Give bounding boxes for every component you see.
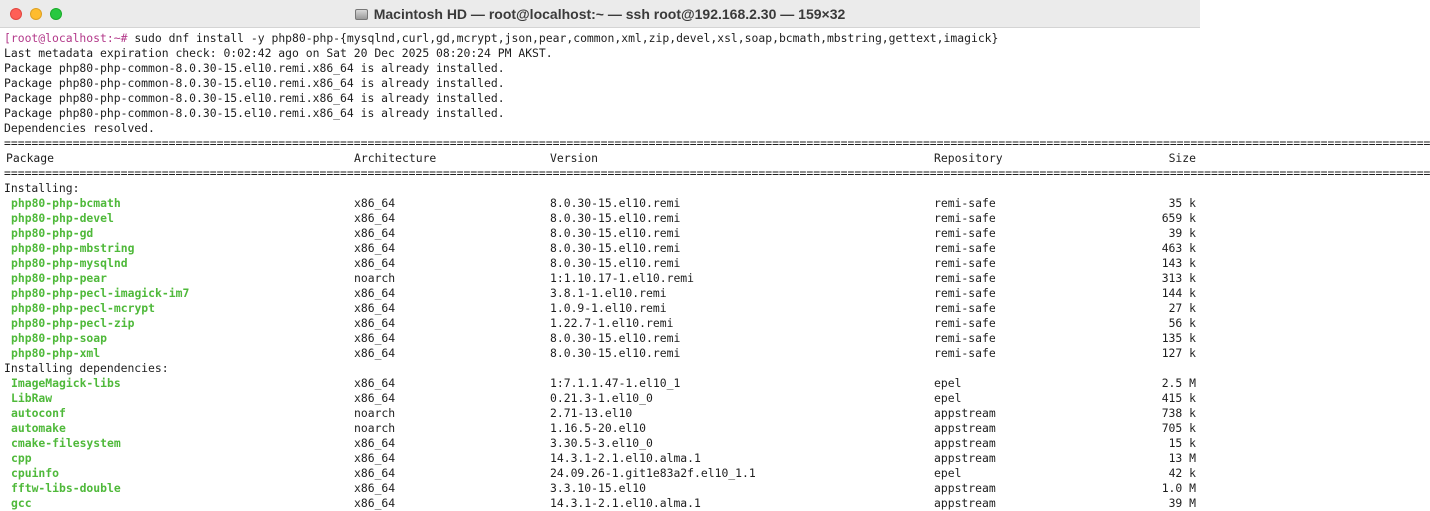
package-name: php80-php-pecl-zip bbox=[11, 316, 135, 330]
package-repository: epel bbox=[934, 391, 962, 405]
package-size: 2.5 M bbox=[1161, 376, 1196, 390]
package-row bbox=[4, 286, 1196, 301]
package-version: 2.71-13.el10 bbox=[550, 406, 633, 420]
package-name: autoconf bbox=[11, 406, 66, 420]
package-name: php80-php-bcmath bbox=[11, 196, 121, 210]
package-architecture: x86_64 bbox=[354, 346, 396, 360]
package-row bbox=[4, 466, 1196, 481]
package-architecture: x86_64 bbox=[354, 331, 396, 345]
package-version: 8.0.30-15.el10.remi bbox=[550, 211, 681, 225]
package-architecture: x86_64 bbox=[354, 256, 396, 270]
header-size: Size bbox=[1168, 151, 1196, 165]
package-repository: remi-safe bbox=[934, 256, 996, 270]
package-row bbox=[4, 226, 1196, 241]
package-repository: appstream bbox=[934, 436, 996, 450]
package-row bbox=[4, 421, 1196, 436]
package-architecture: x86_64 bbox=[354, 481, 396, 495]
package-size: 705 k bbox=[1161, 421, 1196, 435]
header-architecture: Architecture bbox=[354, 151, 437, 165]
package-row bbox=[4, 211, 1196, 226]
package-version: 14.3.1-2.1.el10.alma.1 bbox=[550, 451, 701, 465]
section-label-dependencies: Installing dependencies: bbox=[4, 361, 169, 375]
message-line: Package php80-php-common-8.0.30-15.el10.remi.x86_64 is already installed. bbox=[4, 91, 505, 105]
package-row bbox=[4, 391, 1196, 406]
command-line bbox=[4, 31, 1196, 46]
package-size: 35 k bbox=[1168, 196, 1196, 210]
package-architecture: x86_64 bbox=[354, 226, 396, 240]
package-version: 1:1.10.17-1.el10.remi bbox=[550, 271, 695, 285]
package-size: 313 k bbox=[1161, 271, 1196, 285]
package-size: 127 k bbox=[1161, 346, 1196, 360]
separator-line: ================================================================================================================================================================================================================ bbox=[4, 136, 1430, 150]
message-line: Last metadata expiration check: 0:02:42 ago on Sat 20 Dec 2025 08:20:24 PM AKST. bbox=[4, 46, 553, 60]
package-name: fftw-libs-double bbox=[11, 481, 121, 495]
package-version: 1.16.5-20.el10 bbox=[550, 421, 647, 435]
package-repository: appstream bbox=[934, 421, 996, 435]
package-repository: appstream bbox=[934, 481, 996, 495]
package-repository: appstream bbox=[934, 496, 996, 510]
package-name: gcc bbox=[11, 496, 32, 510]
title-bar[interactable] bbox=[0, 0, 1200, 28]
package-size: 135 k bbox=[1161, 331, 1196, 345]
package-name: LibRaw bbox=[11, 391, 53, 405]
package-name: cpp bbox=[11, 451, 32, 465]
package-size: 15 k bbox=[1168, 436, 1196, 450]
package-repository: remi-safe bbox=[934, 211, 996, 225]
header-version: Version bbox=[550, 151, 599, 165]
separator-line: ================================================================================================================================================================================================================ bbox=[4, 166, 1430, 180]
package-version: 1.22.7-1.el10.remi bbox=[550, 316, 674, 330]
package-row bbox=[4, 196, 1196, 211]
package-version: 8.0.30-15.el10.remi bbox=[550, 226, 681, 240]
package-size: 56 k bbox=[1168, 316, 1196, 330]
package-name: cpuinfo bbox=[11, 466, 60, 480]
package-size: 13 M bbox=[1168, 451, 1196, 465]
package-architecture: x86_64 bbox=[354, 286, 396, 300]
message-line: Package php80-php-common-8.0.30-15.el10.remi.x86_64 is already installed. bbox=[4, 106, 505, 120]
package-repository: remi-safe bbox=[934, 271, 996, 285]
package-name: php80-php-mysqlnd bbox=[11, 256, 128, 270]
package-architecture: noarch bbox=[354, 406, 396, 420]
package-version: 8.0.30-15.el10.remi bbox=[550, 196, 681, 210]
message-line: Dependencies resolved. bbox=[4, 121, 155, 135]
package-architecture: x86_64 bbox=[354, 436, 396, 450]
message-line: Package php80-php-common-8.0.30-15.el10.remi.x86_64 is already installed. bbox=[4, 76, 505, 90]
installing-package-list bbox=[4, 196, 1196, 361]
package-size: 143 k bbox=[1161, 256, 1196, 270]
package-architecture: x86_64 bbox=[354, 496, 396, 510]
package-version: 1.0.9-1.el10.remi bbox=[550, 301, 667, 315]
package-name: ImageMagick-libs bbox=[11, 376, 121, 390]
package-size: 415 k bbox=[1161, 391, 1196, 405]
package-row bbox=[4, 496, 1196, 511]
package-architecture: x86_64 bbox=[354, 316, 396, 330]
package-row bbox=[4, 256, 1196, 271]
terminal-output[interactable] bbox=[4, 31, 1430, 510]
package-size: 39 M bbox=[1168, 496, 1196, 510]
shell-prompt: [root@localhost:~# bbox=[4, 31, 135, 45]
package-size: 659 k bbox=[1161, 211, 1196, 225]
package-row bbox=[4, 436, 1196, 451]
package-version: 24.09.26-1.git1e83a2f.el10_1.1 bbox=[550, 466, 756, 480]
package-repository: remi-safe bbox=[934, 316, 996, 330]
package-row bbox=[4, 316, 1196, 331]
package-repository: remi-safe bbox=[934, 286, 996, 300]
package-row bbox=[4, 271, 1196, 286]
package-size: 27 k bbox=[1168, 301, 1196, 315]
package-version: 8.0.30-15.el10.remi bbox=[550, 241, 681, 255]
package-name: php80-php-pear bbox=[11, 271, 108, 285]
package-architecture: x86_64 bbox=[354, 301, 396, 315]
package-repository: remi-safe bbox=[934, 331, 996, 345]
table-header bbox=[4, 151, 1196, 166]
command-text: sudo dnf install -y php80-php-{mysqlnd,curl,gd,mcrypt,json,pear,common,xml,zip,devel,xsl,soap,bcmath,mbstring,gettext,imagick} bbox=[134, 31, 999, 45]
package-architecture: x86_64 bbox=[354, 376, 396, 390]
package-row bbox=[4, 376, 1196, 391]
package-version: 8.0.30-15.el10.remi bbox=[550, 331, 681, 345]
package-repository: remi-safe bbox=[934, 241, 996, 255]
package-name: php80-php-mbstring bbox=[11, 241, 135, 255]
package-name: php80-php-pecl-imagick-im7 bbox=[11, 286, 190, 300]
package-repository: remi-safe bbox=[934, 226, 996, 240]
window-title bbox=[0, 0, 1200, 28]
section-label-installing: Installing: bbox=[4, 181, 80, 195]
header-repository: Repository bbox=[934, 151, 1003, 165]
package-name: automake bbox=[11, 421, 66, 435]
package-name: php80-php-gd bbox=[11, 226, 94, 240]
header-package: Package bbox=[6, 151, 55, 165]
package-version: 3.3.10-15.el10 bbox=[550, 481, 647, 495]
package-size: 738 k bbox=[1161, 406, 1196, 420]
package-repository: appstream bbox=[934, 406, 996, 420]
package-architecture: x86_64 bbox=[354, 451, 396, 465]
package-row bbox=[4, 406, 1196, 421]
package-architecture: noarch bbox=[354, 271, 396, 285]
package-size: 463 k bbox=[1161, 241, 1196, 255]
package-repository: epel bbox=[934, 376, 962, 390]
package-name: php80-php-soap bbox=[11, 331, 108, 345]
package-row bbox=[4, 346, 1196, 361]
package-architecture: x86_64 bbox=[354, 391, 396, 405]
package-name: php80-php-pecl-mcrypt bbox=[11, 301, 156, 315]
package-architecture: x86_64 bbox=[354, 211, 396, 225]
package-architecture: noarch bbox=[354, 421, 396, 435]
package-version: 1:7.1.1.47-1.el10_1 bbox=[550, 376, 681, 390]
package-size: 39 k bbox=[1168, 226, 1196, 240]
package-size: 42 k bbox=[1168, 466, 1196, 480]
package-row bbox=[4, 331, 1196, 346]
package-name: cmake-filesystem bbox=[11, 436, 121, 450]
package-name: php80-php-devel bbox=[11, 211, 114, 225]
message-line: Package php80-php-common-8.0.30-15.el10.remi.x86_64 is already installed. bbox=[4, 61, 505, 75]
package-row bbox=[4, 241, 1196, 256]
package-size: 144 k bbox=[1161, 286, 1196, 300]
package-row bbox=[4, 301, 1196, 316]
package-repository: remi-safe bbox=[934, 346, 996, 360]
package-version: 8.0.30-15.el10.remi bbox=[550, 346, 681, 360]
package-architecture: x86_64 bbox=[354, 196, 396, 210]
package-name: php80-php-xml bbox=[11, 346, 101, 360]
package-architecture: x86_64 bbox=[354, 466, 396, 480]
disk-icon bbox=[355, 9, 368, 20]
package-repository: remi-safe bbox=[934, 301, 996, 315]
package-architecture: x86_64 bbox=[354, 241, 396, 255]
package-row bbox=[4, 451, 1196, 466]
dependency-package-list bbox=[4, 376, 1196, 511]
package-repository: epel bbox=[934, 466, 962, 480]
package-version: 8.0.30-15.el10.remi bbox=[550, 256, 681, 270]
package-version: 14.3.1-2.1.el10.alma.1 bbox=[550, 496, 701, 510]
package-row bbox=[4, 481, 1196, 496]
package-version: 0.21.3-1.el10_0 bbox=[550, 391, 653, 405]
package-version: 3.30.5-3.el10_0 bbox=[550, 436, 653, 450]
window-title-text: Macintosh HD — root@localhost:~ — ssh root@192.168.2.30 — 159×32 bbox=[373, 6, 846, 22]
package-version: 3.8.1-1.el10.remi bbox=[550, 286, 667, 300]
package-repository: remi-safe bbox=[934, 196, 996, 210]
package-size: 1.0 M bbox=[1161, 481, 1196, 495]
package-repository: appstream bbox=[934, 451, 996, 465]
